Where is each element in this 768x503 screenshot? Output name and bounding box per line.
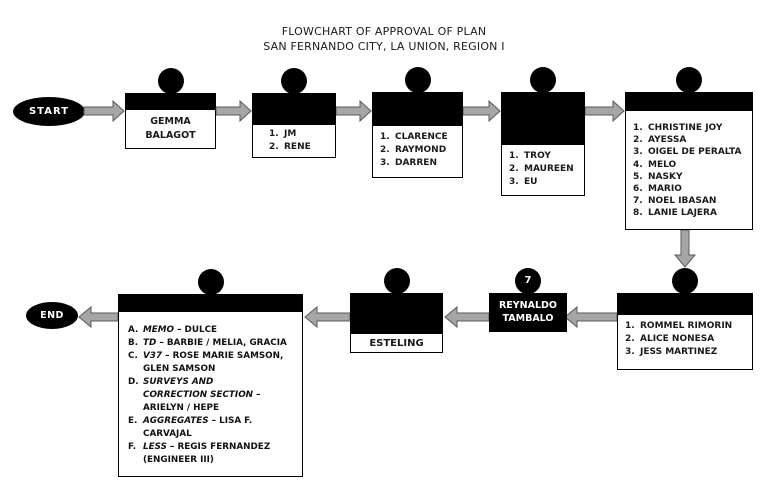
list-item bbox=[269, 141, 335, 154]
arrow-step2-to-step3 bbox=[336, 100, 372, 122]
step1-name-line2: BALAGOT bbox=[145, 129, 196, 141]
item-term: V37 bbox=[143, 351, 163, 361]
list-number: 1. bbox=[509, 151, 519, 161]
arrow-step3-to-step4 bbox=[463, 100, 501, 122]
step9-header bbox=[119, 295, 302, 312]
person-name: NASKY bbox=[648, 171, 683, 182]
list-number: 1. bbox=[269, 129, 279, 139]
list-item bbox=[509, 163, 584, 176]
item-term: AGGREGATES bbox=[143, 416, 209, 426]
list-number: 3. bbox=[380, 158, 390, 168]
list-item bbox=[509, 150, 584, 163]
arrow-step5-to-step6 bbox=[674, 230, 696, 268]
list-number: 2. bbox=[509, 164, 519, 174]
list-number: 1. bbox=[380, 132, 390, 142]
list-number: 3. bbox=[625, 347, 635, 357]
person-name: RAYMOND bbox=[395, 145, 447, 155]
item-term: LESS bbox=[143, 442, 167, 452]
list-number: 3. bbox=[633, 147, 643, 158]
step5-header bbox=[626, 93, 752, 111]
person-name: AYESSA bbox=[648, 135, 687, 146]
approver-item-f bbox=[128, 441, 298, 467]
item-rest: – REGIS FERNANDEZ bbox=[166, 442, 271, 452]
item-letter: C. bbox=[128, 351, 138, 361]
start-label: START bbox=[28, 106, 70, 117]
person-icon-badge-7 bbox=[515, 268, 541, 294]
list-item bbox=[633, 134, 752, 146]
item-letter: F. bbox=[128, 442, 137, 452]
step9-box bbox=[118, 294, 303, 477]
flow-title-line1: FLOWCHART OF APPROVAL OF PLAN bbox=[281, 25, 487, 38]
list-item bbox=[633, 146, 752, 158]
list-item bbox=[269, 128, 335, 141]
item-letter: A. bbox=[128, 325, 139, 335]
list-item bbox=[625, 333, 752, 346]
item-rest: – BARBIE / MELIA, GRACIA bbox=[156, 338, 287, 348]
person-name: OIGEL DE PERALTA bbox=[648, 147, 742, 158]
step5-box bbox=[625, 92, 753, 230]
list-number: 2. bbox=[269, 142, 279, 152]
person-name: RENE bbox=[284, 142, 311, 152]
item-term: MEMO bbox=[143, 325, 174, 335]
list-item bbox=[633, 183, 752, 195]
arrow-step9-to-end bbox=[78, 306, 118, 328]
list-number: 6. bbox=[633, 184, 643, 195]
step1-box bbox=[125, 93, 216, 149]
step3-box bbox=[372, 92, 463, 178]
item-letter: B. bbox=[128, 338, 139, 348]
item-rest-cont: CARVAJAL bbox=[143, 429, 192, 439]
person-name: CHRISTINE JOY bbox=[648, 123, 723, 133]
list-item bbox=[633, 122, 752, 134]
flow-title-line2: SAN FERNANDO CITY, LA UNION, REGION I bbox=[263, 40, 505, 53]
item-rest: – DULCE bbox=[174, 325, 218, 335]
item-letter: E. bbox=[128, 416, 138, 426]
person-icon bbox=[281, 68, 307, 94]
person-icon bbox=[384, 268, 410, 294]
person-icon bbox=[672, 268, 698, 294]
step4-box bbox=[501, 92, 585, 196]
person-name: ROMMEL RIMORIN bbox=[640, 321, 733, 331]
step7-name-line1: REYNALDO bbox=[498, 300, 557, 311]
person-name: JM bbox=[284, 129, 297, 139]
person-name: MARIO bbox=[648, 184, 682, 195]
approver-item-c bbox=[128, 350, 298, 376]
person-name: CLARENCE bbox=[395, 132, 448, 142]
step8-name: ESTELING bbox=[369, 337, 424, 349]
arrow-step4-to-step5 bbox=[585, 100, 625, 122]
list-item bbox=[625, 346, 752, 359]
step2-box bbox=[252, 93, 336, 158]
person-name: MELO bbox=[648, 159, 677, 170]
list-item bbox=[509, 176, 584, 189]
item-term: TD bbox=[143, 338, 157, 348]
end-terminator bbox=[26, 302, 78, 329]
list-item bbox=[633, 195, 752, 207]
item-rest: – LISA F. bbox=[208, 416, 253, 426]
list-item bbox=[380, 144, 462, 157]
list-number: 5. bbox=[633, 171, 643, 182]
list-number: 2. bbox=[625, 334, 635, 344]
step1-name-line1: GEMMA bbox=[150, 115, 191, 127]
person-name: LANIE LAJERA bbox=[648, 208, 717, 219]
person-name: NOEL IBASAN bbox=[648, 196, 717, 207]
item-term-cont: CORRECTION SECTION bbox=[143, 390, 254, 400]
person-name: DARREN bbox=[395, 158, 437, 168]
item-rest-cont: (ENGINEER III) bbox=[143, 455, 214, 465]
person-name: TROY bbox=[524, 151, 551, 161]
flow-title bbox=[0, 24, 768, 54]
step1-header bbox=[126, 94, 215, 110]
badge-7-label: 7 bbox=[524, 274, 532, 286]
arrow-step6-to-step7 bbox=[564, 306, 617, 328]
list-number: 3. bbox=[509, 177, 519, 187]
person-icon bbox=[530, 67, 556, 93]
list-number: 2. bbox=[633, 135, 643, 146]
step3-header bbox=[373, 93, 462, 126]
person-icon bbox=[198, 269, 224, 295]
item-rest-cont: GLEN SAMSON bbox=[143, 364, 216, 374]
list-item bbox=[633, 171, 752, 183]
step6-header bbox=[618, 294, 752, 315]
person-icon bbox=[158, 68, 184, 94]
list-number: 2. bbox=[380, 145, 390, 155]
item-rest: ARIELYN / HEPE bbox=[143, 403, 219, 413]
item-letter: D. bbox=[128, 377, 139, 387]
list-item bbox=[633, 159, 752, 171]
list-number: 8. bbox=[633, 208, 643, 219]
list-number: 7. bbox=[633, 196, 643, 207]
list-item bbox=[380, 131, 462, 144]
list-number: 1. bbox=[633, 123, 643, 133]
person-icon bbox=[676, 67, 702, 93]
step2-header bbox=[253, 94, 335, 125]
step7-box bbox=[489, 274, 567, 332]
person-name: EU bbox=[524, 177, 538, 187]
approver-item-d bbox=[128, 376, 298, 415]
end-label: END bbox=[40, 310, 64, 321]
list-item bbox=[633, 207, 752, 219]
step4-header bbox=[502, 93, 584, 145]
step8-box bbox=[350, 293, 443, 353]
person-name: ALICE NONESA bbox=[640, 334, 715, 344]
list-number: 4. bbox=[633, 159, 643, 170]
arrow-step8-to-step9 bbox=[304, 306, 350, 328]
person-name: JESS MARTINEZ bbox=[640, 347, 718, 357]
item-dash: – bbox=[253, 390, 261, 400]
arrow-start-to-step1 bbox=[84, 100, 125, 122]
approver-item-e bbox=[128, 415, 298, 441]
item-rest: – ROSE MARIE SAMSON, bbox=[162, 351, 284, 361]
list-item bbox=[625, 320, 752, 333]
list-number: 1. bbox=[625, 321, 635, 331]
person-icon bbox=[405, 67, 431, 93]
arrow-step1-to-step2 bbox=[216, 100, 252, 122]
approver-item-b bbox=[128, 337, 298, 350]
approver-item-a bbox=[128, 324, 298, 337]
arrow-step7-to-step8 bbox=[444, 306, 489, 328]
item-term: SURVEYS AND bbox=[143, 377, 214, 387]
step7-name-line2: TAMBALO bbox=[502, 312, 554, 324]
start-terminator bbox=[13, 97, 85, 126]
step6-box bbox=[617, 293, 753, 370]
list-item bbox=[380, 157, 462, 170]
person-name: MAUREEN bbox=[524, 164, 574, 174]
